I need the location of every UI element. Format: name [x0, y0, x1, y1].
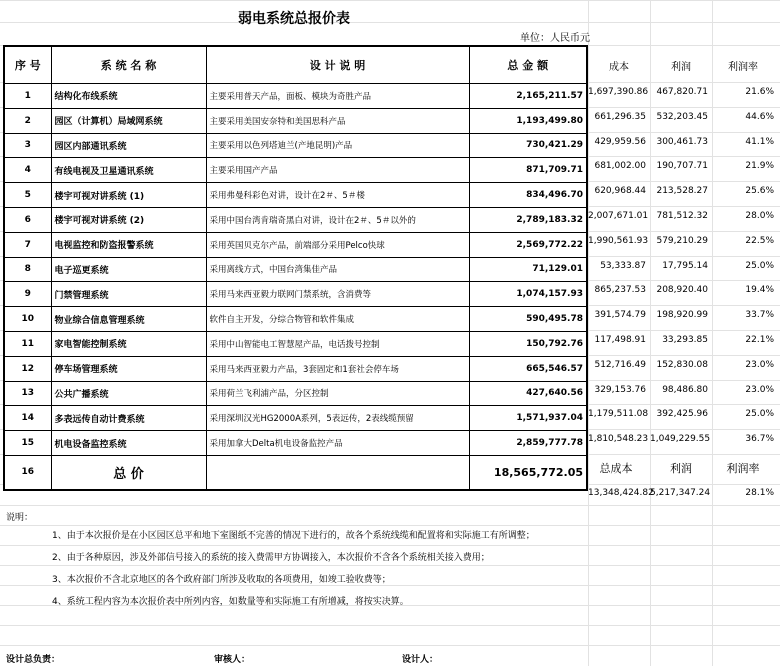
cell-amount: 2,789,183.32 — [469, 207, 587, 232]
cell-margin: 25.6% — [745, 186, 774, 197]
cell-margin: 23.0% — [745, 359, 774, 370]
note-item: 3、本次报价不含北京地区的各个政府部门所涉及收取的各项费用，如竣工验收费等； — [52, 575, 391, 585]
cell-desc: 主要采用以色列塔迪兰(产地昆明)产品 — [206, 133, 469, 158]
cell-amount: 2,569,772.22 — [469, 232, 587, 257]
header-seq: 序 号 — [4, 46, 51, 84]
grid-hline — [0, 565, 780, 566]
signature-reviewer: 审核人： — [214, 655, 251, 665]
signature-manager: 设计总负责： — [6, 655, 61, 665]
cell-name: 机电设备监控系统 — [51, 431, 206, 456]
cell-margin: 44.6% — [745, 111, 774, 122]
signature-designer: 设计人： — [402, 655, 439, 665]
cell-margin: 23.0% — [745, 384, 774, 395]
cell-profit: 213,528.27 — [656, 186, 708, 197]
cell-name: 多表远传自动计费系统 — [51, 406, 206, 431]
header-profit: 利润 — [671, 62, 691, 73]
cell-desc: 采用中山智能电工智慧屋产品，电话拨号控制 — [206, 331, 469, 356]
cell-cost: 2,007,671.01 — [588, 211, 649, 221]
cell-seq: 8 — [4, 257, 51, 282]
cell-amount: 1,571,937.04 — [469, 406, 587, 431]
quote-table-body — [4, 46, 587, 490]
cell-cost: 117,498.91 — [594, 335, 646, 345]
cell-desc: 主要采用国产产品 — [206, 158, 469, 183]
table-row — [4, 257, 587, 282]
cell-margin: 33.7% — [745, 310, 774, 321]
cell-profit: 532,203.45 — [656, 111, 708, 122]
cell-desc: 采用加拿大Delta机电设备监控产品 — [206, 431, 469, 456]
cell-profit: 152,830.08 — [656, 359, 708, 370]
grid-hline — [0, 0, 780, 1]
cell-margin: 21.9% — [745, 161, 774, 172]
cell-profit: 33,293.85 — [662, 335, 708, 345]
cell-cost: 681,002.00 — [594, 161, 646, 172]
table-row — [4, 84, 587, 109]
table-row — [4, 406, 587, 431]
cell-amount: 2,165,211.57 — [469, 84, 587, 109]
cell-amount: 665,546.57 — [469, 356, 587, 381]
cell-seq: 12 — [4, 356, 51, 381]
total-margin-label: 利润率 — [726, 462, 760, 475]
grid-hline — [0, 585, 780, 586]
cell-profit: 579,210.29 — [656, 235, 708, 246]
cell-profit: 17,795.14 — [662, 260, 708, 271]
note-item: 1、由于本次报价是在小区园区总平和地下室图纸不完善的情况下进行的，故各个系统线缆和配置将和实际施工有所调整； — [52, 531, 535, 541]
cell-profit: 1,049,229.55 — [650, 434, 711, 445]
total-amount: 18,565,772.05 — [469, 455, 587, 490]
table-header-row — [4, 46, 587, 84]
table-row — [4, 232, 587, 257]
grid-hline — [0, 645, 780, 646]
notes-label: 说明： — [6, 513, 34, 523]
cell-desc: 采用深圳汉光HG2000A系列，5表远传，2表线缆预留 — [206, 406, 469, 431]
cell-name: 停车场管理系统 — [51, 356, 206, 381]
cell-name: 门禁管理系统 — [51, 282, 206, 307]
grid-hline — [0, 505, 780, 506]
cell-cost: 620,968.44 — [594, 186, 646, 197]
grid-vline — [712, 0, 713, 666]
cell-seq: 10 — [4, 307, 51, 332]
cell-profit: 98,486.80 — [662, 384, 708, 395]
table-row — [4, 133, 587, 158]
cell-cost: 661,296.35 — [594, 111, 646, 122]
cell-seq: 5 — [4, 183, 51, 208]
cell-desc: 采用弗曼科彩色对讲，设计在2＃、5＃楼 — [206, 183, 469, 208]
cell-name: 公共广播系统 — [51, 381, 206, 406]
cell-desc: 采用离线方式，中国台湾集佳产品 — [206, 257, 469, 282]
cell-name: 电视监控和防盗报警系统 — [51, 232, 206, 257]
cell-name: 园区（计算机）局域网系统 — [51, 108, 206, 133]
cell-amount: 150,792.76 — [469, 331, 587, 356]
cell-seq: 2 — [4, 108, 51, 133]
cell-cost: 1,179,511.08 — [588, 409, 649, 420]
header-amount: 总 金 额 — [469, 46, 587, 84]
note-item: 4、系统工程内容为本次报价表中所列内容，如数量等和实际施工有所增减，将按实决算。 — [52, 597, 409, 607]
cell-cost: 512,716.49 — [594, 359, 646, 370]
table-row — [4, 183, 587, 208]
cell-amount: 871,709.71 — [469, 158, 587, 183]
header-name: 系 统 名 称 — [51, 46, 206, 84]
cell-amount: 834,496.70 — [469, 183, 587, 208]
note-item: 2、由于各种原因，涉及外部信号接入的系统的接入费需甲方协调接入，本次报价不含各个系统相关接入费用； — [52, 553, 490, 563]
cell-name: 楼宇可视对讲系统 (1) — [51, 183, 206, 208]
cell-desc: 采用马来西亚毅力联网门禁系统，含消费等 — [206, 282, 469, 307]
cell-profit: 198,920.99 — [656, 310, 708, 321]
grid-hline — [0, 545, 780, 546]
total-blank — [206, 455, 469, 490]
cell-seq: 7 — [4, 232, 51, 257]
cell-name: 结构化布线系统 — [51, 84, 206, 109]
cell-seq: 6 — [4, 207, 51, 232]
currency-unit: 单位：人民币元 — [520, 33, 590, 44]
cell-amount: 71,129.01 — [469, 257, 587, 282]
table-row — [4, 158, 587, 183]
cell-margin: 25.0% — [745, 409, 774, 420]
header-margin: 利润率 — [728, 62, 758, 73]
cell-amount: 2,859,777.78 — [469, 431, 587, 456]
cell-margin: 25.0% — [745, 260, 774, 271]
table-row — [4, 356, 587, 381]
cell-seq: 14 — [4, 406, 51, 431]
grid-hline — [0, 525, 780, 526]
cell-margin: 41.1% — [745, 136, 774, 147]
table-row — [4, 307, 587, 332]
cell-name: 电子巡更系统 — [51, 257, 206, 282]
cell-cost: 1,810,548.23 — [588, 434, 649, 445]
total-row — [4, 455, 587, 490]
cell-profit: 467,820.71 — [656, 87, 708, 97]
cell-desc: 软件自主开发，分综合物管和软件集成 — [206, 307, 469, 332]
cell-seq: 9 — [4, 282, 51, 307]
total-profit-label: 利润 — [670, 462, 692, 475]
cell-seq: 1 — [4, 84, 51, 109]
cell-desc: 采用马来西亚毅力产品，3套固定和1套社会停车场 — [206, 356, 469, 381]
grid-hline — [0, 625, 780, 626]
cell-amount: 427,640.56 — [469, 381, 587, 406]
sheet-title: 弱电系统总报价表 — [238, 11, 350, 27]
cell-seq: 4 — [4, 158, 51, 183]
table-row — [4, 431, 587, 456]
total-margin: 28.1% — [745, 488, 774, 498]
cell-margin: 19.4% — [745, 285, 774, 296]
cell-name: 有线电视及卫星通讯系统 — [51, 158, 206, 183]
cell-desc: 采用荷兰飞利浦产品，分区控制 — [206, 381, 469, 406]
cell-amount: 730,421.29 — [469, 133, 587, 158]
cell-desc: 主要采用美国安奈特和美国思科产品 — [206, 108, 469, 133]
cell-cost: 865,237.53 — [594, 285, 646, 296]
cell-cost: 391,574.79 — [594, 310, 646, 321]
total-seq: 16 — [4, 455, 51, 490]
cell-margin: 28.0% — [745, 211, 774, 221]
cell-margin: 22.5% — [745, 235, 774, 246]
total-label: 总 价 — [51, 455, 206, 490]
total-profit: 5,217,347.24 — [650, 488, 711, 498]
table-row — [4, 108, 587, 133]
cell-profit: 208,920.40 — [656, 285, 708, 296]
cell-profit: 190,707.71 — [656, 161, 708, 172]
cell-amount: 1,074,157.93 — [469, 282, 587, 307]
cell-profit: 300,461.73 — [656, 136, 708, 147]
cell-seq: 11 — [4, 331, 51, 356]
cell-cost: 1,697,390.86 — [588, 87, 649, 97]
total-cost-label: 总成本 — [599, 462, 633, 475]
table-row — [4, 331, 587, 356]
cell-amount: 1,193,499.80 — [469, 108, 587, 133]
cell-cost: 329,153.76 — [594, 384, 646, 395]
header-desc: 设 计 说 明 — [206, 46, 469, 84]
grid-vline — [650, 0, 651, 666]
cell-seq: 13 — [4, 381, 51, 406]
cell-desc: 采用英国贝克尔产品，前端部分采用Pelco快球 — [206, 232, 469, 257]
cell-seq: 3 — [4, 133, 51, 158]
cell-amount: 590,495.78 — [469, 307, 587, 332]
cell-cost: 53,333.87 — [600, 260, 646, 271]
cell-name: 家电智能控制系统 — [51, 331, 206, 356]
table-row — [4, 282, 587, 307]
cell-name: 园区内部通讯系统 — [51, 133, 206, 158]
cell-name: 物业综合信息管理系统 — [51, 307, 206, 332]
cell-margin: 21.6% — [745, 87, 774, 97]
quote-table — [3, 45, 588, 491]
cell-profit: 781,512.32 — [656, 211, 708, 221]
cell-margin: 36.7% — [745, 434, 774, 445]
table-row — [4, 381, 587, 406]
table-row — [4, 207, 587, 232]
header-cost: 成本 — [609, 62, 629, 73]
cell-profit: 392,425.96 — [656, 409, 708, 420]
cell-cost: 1,990,561.93 — [588, 235, 649, 246]
cell-cost: 429,959.56 — [594, 136, 646, 147]
cell-seq: 15 — [4, 431, 51, 456]
total-cost: 13,348,424.82 — [588, 488, 654, 498]
grid-vline — [588, 0, 589, 666]
cell-margin: 22.1% — [745, 335, 774, 345]
cell-name: 楼宇可视对讲系统 (2) — [51, 207, 206, 232]
cell-desc: 采用中国台湾肯瑞奇黑白对讲，设计在2＃、5＃以外的 — [206, 207, 469, 232]
cell-desc: 主要采用普天产品，面板、模块为奇胜产品 — [206, 84, 469, 109]
